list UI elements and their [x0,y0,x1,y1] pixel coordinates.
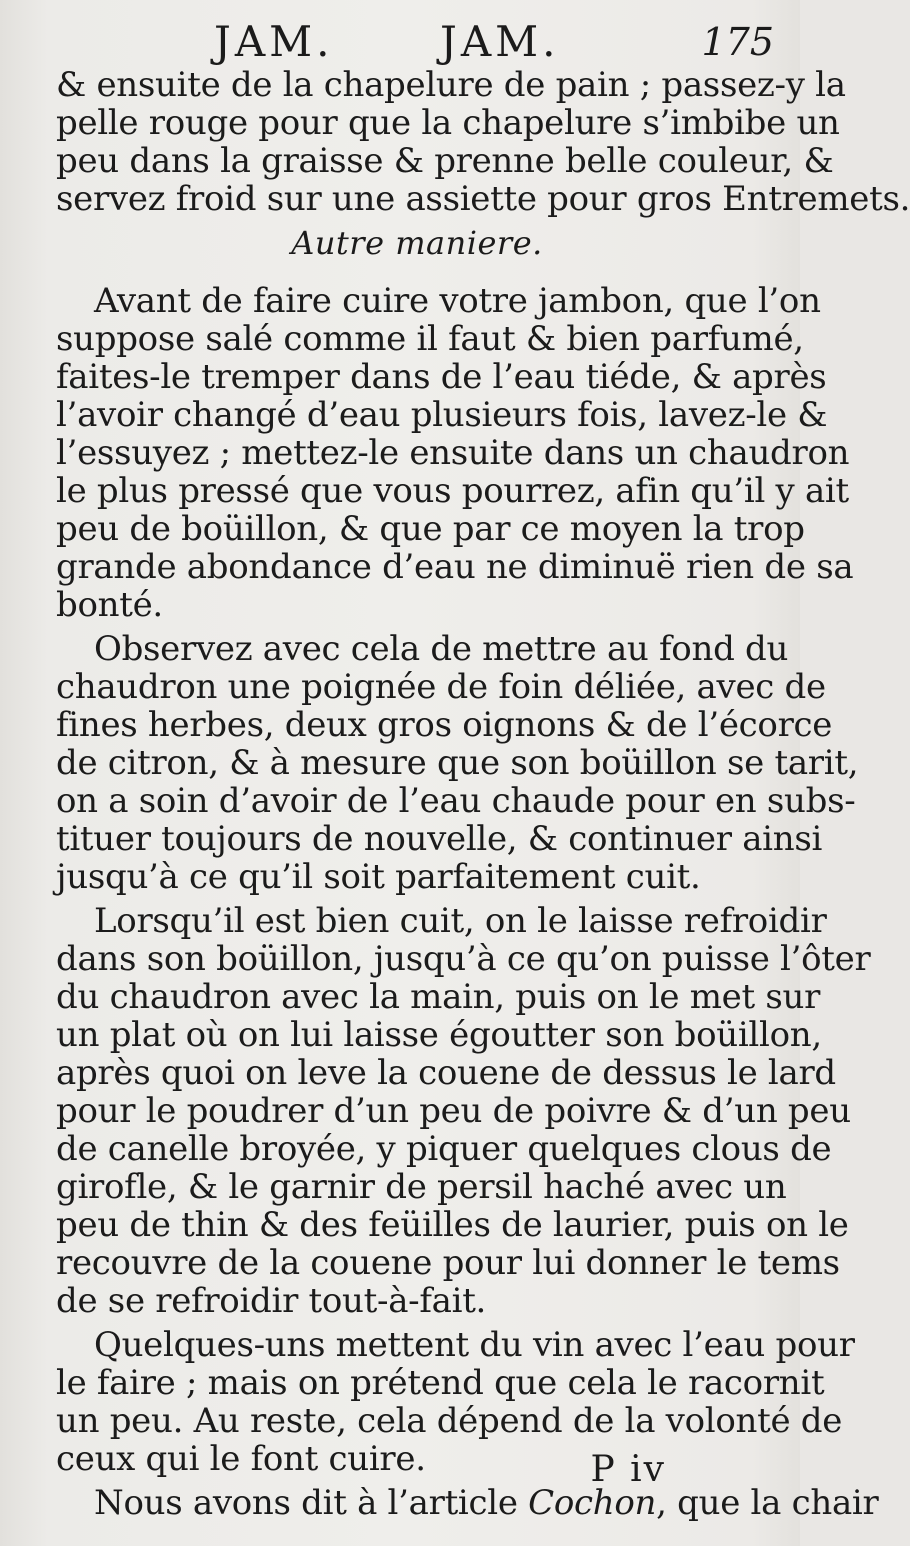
text-line: l’avoir changé d’eau plusieurs fois, lavez-le & [56,395,828,435]
text-segment: Nous avons dit à l’article [94,1483,529,1523]
text-line: Quelques-uns mettent du vin avec l’eau pour [94,1325,855,1365]
text-line: l’essuyez ; mettez-le ensuite dans un chaudron [56,433,850,473]
paragraph-3 [56,901,871,1321]
text-line: de canelle broyée, y piquer quelques clous de [56,1129,832,1169]
body-text [56,65,910,1528]
italic-term: Cochon [528,1483,657,1523]
signature-mark: P iv [590,1449,666,1490]
text-line: peu de boüillon, & que par ce moyen la trop [56,509,805,549]
text-line: le plus pressé que vous pourrez, afin qu’il y ait [56,471,849,511]
text-line: on a soin d’avoir de l’eau chaude pour en subs- [56,781,856,821]
text-line: dans son boüillon, jusqu’à ce qu’on puisse l’ôter [56,939,871,979]
text-line [56,1483,879,1523]
text-line: tituer toujours de nouvelle, & continuer ainsi [56,819,823,859]
text-line: Observez avec cela de mettre au fond du [94,629,789,669]
section-subtitle: Autre maniere. [291,224,543,262]
text-line: le faire ; mais on prétend que cela le racornit [56,1363,825,1403]
paragraph-1 [56,281,854,625]
paragraph-4 [56,1325,855,1479]
text-line: suppose salé comme il faut & bien parfumé, [56,319,804,359]
text-line: pour le poudrer d’un peu de poivre & d’un peu [56,1091,851,1131]
text-line: faites-le tremper dans de l’eau tiéde, & après [56,357,827,397]
text-line: Avant de faire cuire votre jambon, que l’on [94,281,821,321]
header-left-word: JAM. [214,17,334,66]
text-line: peu dans la graisse & prenne belle couleur, & [56,141,834,181]
text-line: ceux qui le font cuire. [56,1439,426,1479]
text-line: un peu. Au reste, cela dépend de la volonté de [56,1401,843,1441]
text-line: recouvre de la couene pour lui donner le tems [56,1243,840,1283]
text-line: jusqu’à ce qu’il soit parfaitement cuit. [56,857,701,897]
running-header [0,12,800,72]
text-line: Lorsqu’il est bien cuit, on le laisse refroidir [94,901,827,941]
text-line: fines herbes, deux gros oignons & de l’écorce [56,705,833,745]
paragraph-2 [56,629,859,897]
text-line: un plat où on lui laisse égoutter son boüillon, [56,1015,822,1055]
page-number: 175 [701,20,774,64]
intro-paragraph [56,65,910,219]
text-line: de se refroidir tout-à-fait. [56,1281,487,1321]
text-line: & ensuite de la chapelure de pain ; passez-y la [56,65,846,105]
text-line: pelle rouge pour que la chapelure s’imbibe un [56,103,840,143]
text-line: peu de thin & des feüilles de laurier, puis on le [56,1205,849,1245]
header-right-word: JAM. [440,17,560,66]
text-line: bonté. [56,585,163,625]
text-line: servez froid sur une assiette pour gros Entremets. [56,179,910,219]
text-line: après quoi on leve la couene de dessus le lard [56,1053,836,1093]
text-line: girofle, & le garnir de persil haché avec un [56,1167,787,1207]
text-line: chaudron une poignée de foin déliée, avec de [56,667,826,707]
text-line: de citron, & à mesure que son boüillon se tarit, [56,743,859,783]
paragraph-5 [56,1483,879,1523]
text-line: du chaudron avec la main, puis on le met sur [56,977,821,1017]
text-segment: , que la chair [656,1483,879,1523]
text-line: grande abondance d’eau ne diminuë rien de sa [56,547,854,587]
